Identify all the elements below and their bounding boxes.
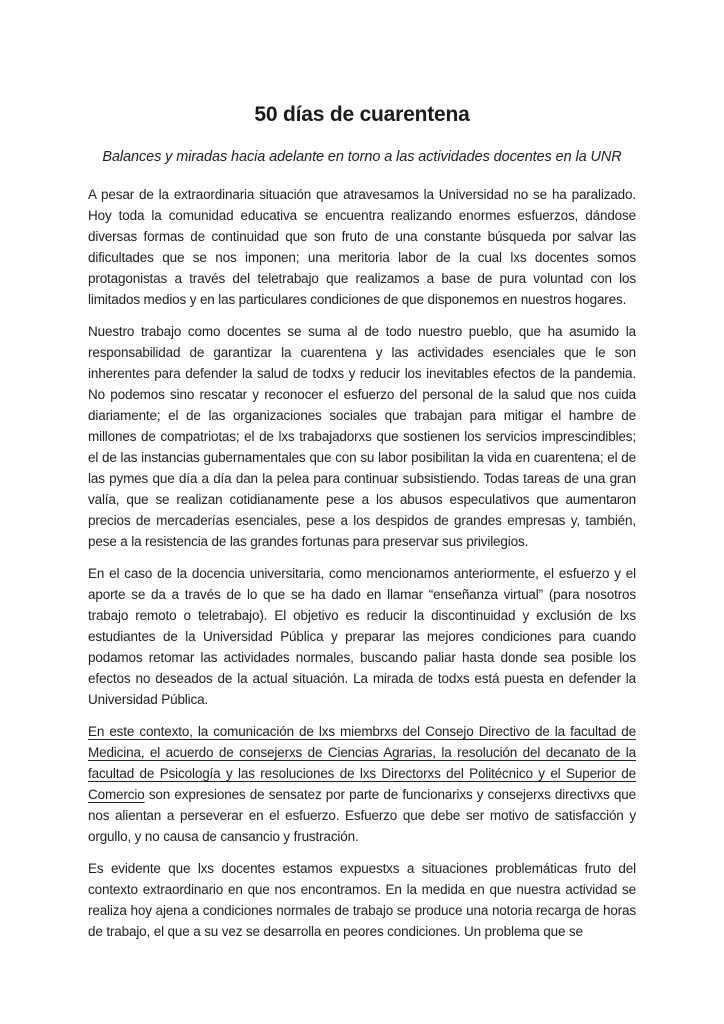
document-title: 50 días de cuarentena xyxy=(254,103,470,126)
paragraph-4-underlined-text: En este contexto, la comunicación de lxs miembrxs del Consejo Directivo de la facultad de Medicina, el acuerdo de consejerxs de Ciencias Agrarias, la resolución del decanato de la facultad de Psicología y las resoluciones de lxs Directorxs del Politécnico y el Superior de Comercio xyxy=(88,724,636,802)
paragraph-4-rest-text: son expresiones de sensatez por parte de funcionarixs y consejerxs directivxs que nos alientan a perseverar en el esfuerzo. Esfuerzo que debe ser motivo de satisfacción y orgullo, y no causa de cansancio y frustración. xyxy=(88,787,636,844)
paragraph-4 xyxy=(88,721,636,847)
paragraph-1: A pesar de la extraordinaria situación que atravesamos la Universidad no se ha paralizado. Hoy toda la comunidad educativa se encuentra realizando enormes esfuerzos, dándose diversas formas de continuidad que son fruto de una constante búsqueda por salvar las dificultades que se nos imponen; una meritoria labor de la cual lxs docentes somos protagonistas a través del teletrabajo que realizamos a base de pura voluntad con los limitados medios y en las particulares condiciones de que disponemos en nuestros hogares. xyxy=(88,187,636,307)
paragraph-2: Nuestro trabajo como docentes se suma al de todo nuestro pueblo, que ha asumido la responsabilidad de garantizar la cuarentena y las actividades esenciales que le son inherentes para defender la salud de todxs y reducir los inevitables efectos de la pandemia. No podemos sino rescatar y reconocer el esfuerzo del personal de la salud que nos cuida diariamente; el de las organizaciones sociales que trabajan para mitigar el hambre de millones de compatriotas; el de lxs trabajadorxs que sostienen los servicios imprescindibles; el de las instancias gubernamentales que con su labor posibilitan la vida en cuarentena; el de las pymes que día a día dan la pelea para continuar subsistiendo. Todas tareas de una gran valía, que se realizan cotidianamente pese a los abusos especulativos que aumentaron precios de mercaderías esenciales, pese a los despidos de grandes empresas y, también, pese a la resistencia de las grandes fortunas para preservar sus privilegios. xyxy=(88,324,636,549)
paragraph-3: En el caso de la docencia universitaria, como mencionamos anteriormente, el esfuerzo y el aporte se da a través de lo que se ha dado en llamar “enseñanza virtual” (para nosotros trabajo remoto o teletrabajo). El objetivo es reducir la discontinuidad y exclusión de lxs estudiantes de la Universidad Pública y preparar las mejores condiciones para cuando podamos retomar las actividades normales, buscando paliar hasta donde sea posible los efectos no deseados de la actual situación. La mirada de todxs está puesta en defender la Universidad Pública. xyxy=(88,566,636,707)
paragraph-5: Es evidente que lxs docentes estamos expuestxs a situaciones problemáticas fruto del contexto extraordinario en que nos encontramos. En la medida en que nuestra actividad se realiza hoy ajena a condiciones normales de trabajo se produce una notoria recarga de horas de trabajo, el que a su vez se desarrolla en peores condiciones. Un problema que se xyxy=(88,861,636,939)
document-subtitle: Balances y miradas hacia adelante en torno a las actividades docentes en la UNR xyxy=(102,149,622,165)
